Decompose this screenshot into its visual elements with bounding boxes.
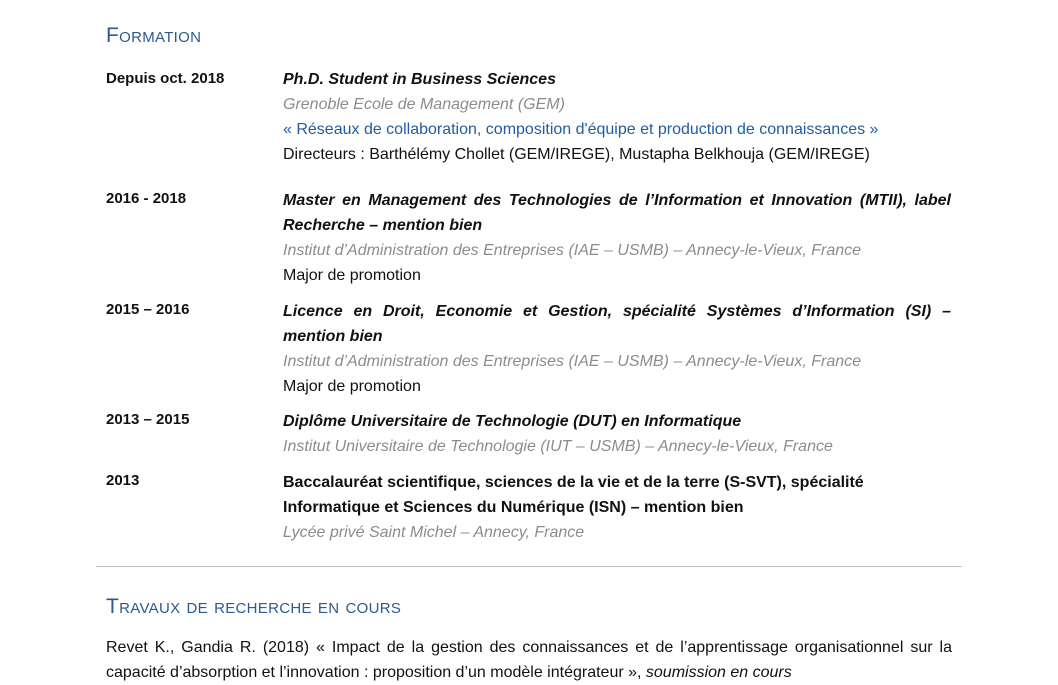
formation-heading: Formation xyxy=(106,24,202,47)
supervisors: Directeurs : Barthélémy Chollet (GEM/IREGE), Mustapha Belkhouja (GEM/IREGE) xyxy=(283,146,870,163)
degree-title: Ph.D. Student in Business Sciences xyxy=(283,71,556,88)
research-heading: Travaux de recherche en cours xyxy=(106,595,402,618)
entry-date: 2013 – 2015 xyxy=(106,411,190,428)
thesis-title: « Réseaux de collaboration, composition d'équipe et production de connaissances » xyxy=(283,121,879,138)
institution: Lycée privé Saint Michel – Annecy, France xyxy=(283,524,585,541)
education-entry xyxy=(283,409,951,459)
institution: Institut Universitaire de Technologie (IUT – USMB) – Annecy-le-Vieux, France xyxy=(283,438,833,455)
distinction: Major de promotion xyxy=(283,267,421,284)
research-status: soumission en cours xyxy=(645,664,792,681)
degree-title: Licence en Droit, Economie et Gestion, spécialité Systèmes d’Information (SI) – mention bien xyxy=(283,303,951,345)
education-entry xyxy=(283,67,951,167)
distinction: Major de promotion xyxy=(283,378,421,395)
research-paragraph xyxy=(106,635,952,685)
institution: Institut d’Administration des Entreprises (IAE – USMB) – Annecy-le-Vieux, France xyxy=(283,242,862,259)
degree-title: Diplôme Universitaire de Technologie (DUT) en Informatique xyxy=(283,413,742,430)
institution: Institut d’Administration des Entreprises (IAE – USMB) – Annecy-le-Vieux, France xyxy=(283,353,862,370)
section-divider xyxy=(96,566,962,567)
institution: Grenoble Ecole de Management (GEM) xyxy=(283,96,565,113)
education-entry xyxy=(283,299,951,399)
entry-date: 2013 xyxy=(106,472,140,489)
education-entry xyxy=(283,470,951,545)
entry-date: Depuis oct. 2018 xyxy=(106,70,225,87)
entry-date: 2016 - 2018 xyxy=(106,190,187,207)
education-entry xyxy=(283,188,951,288)
entry-date: 2015 – 2016 xyxy=(106,301,190,318)
degree-title: Baccalauréat scientifique, sciences de la vie et de la terre (S-SVT), spécialité Informatique et Sciences du Numérique (ISN) – mention bien xyxy=(283,474,864,516)
research-citation: Revet K., Gandia R. (2018) « Impact de la gestion des connaissances et de l’apprentissage organisationnel sur la capacité d’absorption et l’innovation : proposition d’un modèle intégrateur », xyxy=(106,639,952,681)
degree-title: Master en Management des Technologies de l’Information et Innovation (MTII), label Recherche – mention bien xyxy=(283,192,951,234)
